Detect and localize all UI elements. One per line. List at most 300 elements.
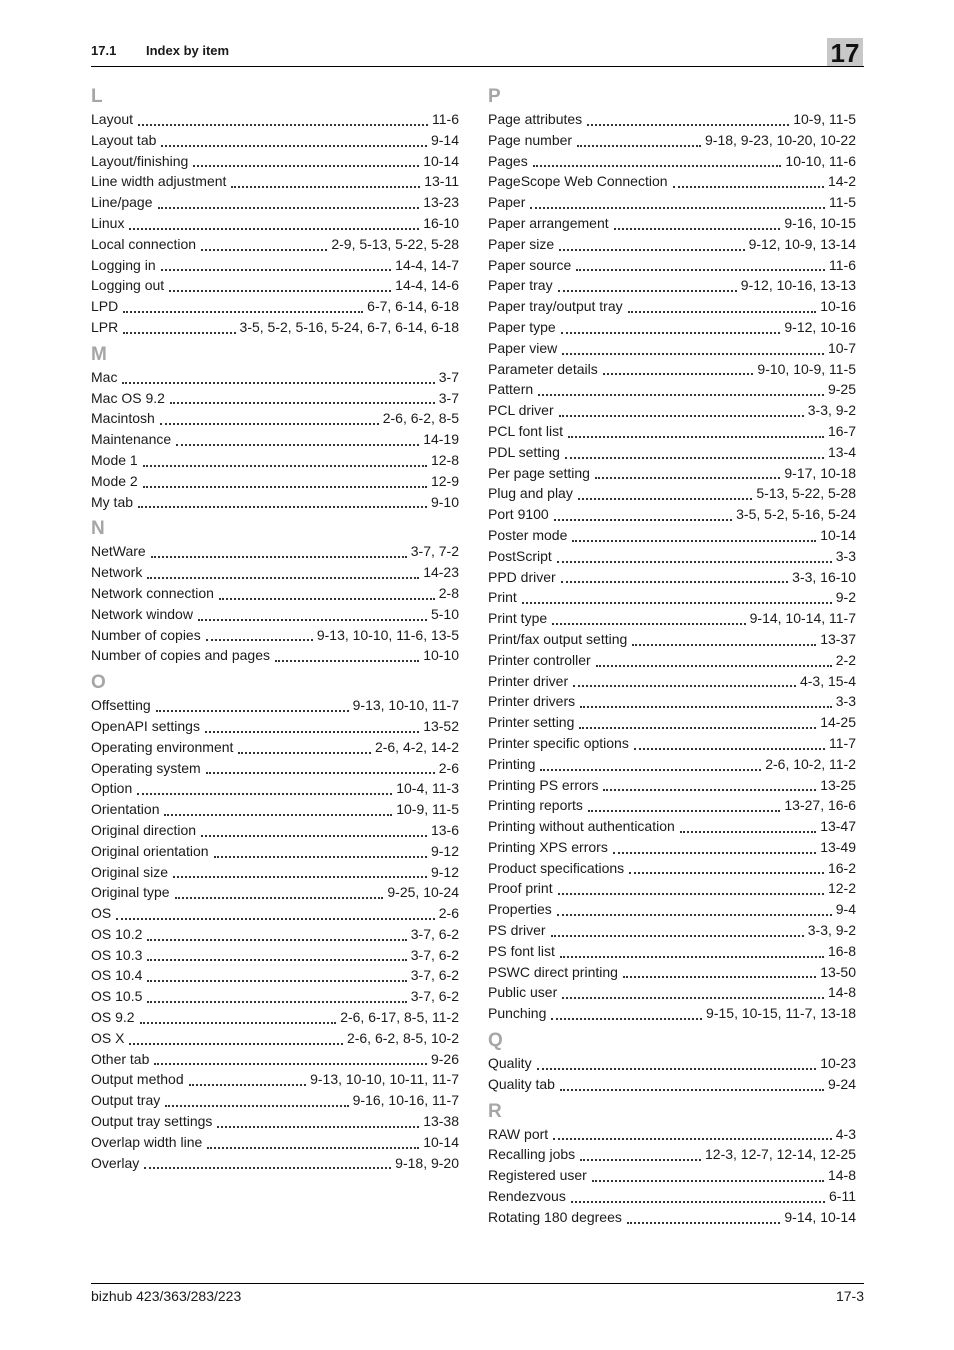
index-entry: [91, 1049, 459, 1070]
dot-leader: [561, 569, 788, 583]
index-page-refs: 9-24: [827, 1075, 856, 1092]
index-entry: [488, 338, 856, 359]
index-entry: [91, 541, 459, 562]
index-entry: [91, 1090, 459, 1111]
index-page-refs: 11-7: [829, 734, 856, 751]
index-page-refs: 2-6, 6-2, 8-5: [382, 410, 459, 427]
index-entry: [488, 733, 856, 754]
index-term: PS font list: [488, 942, 555, 959]
index-page-refs: 3-7, 6-2: [410, 925, 459, 942]
dot-leader: [559, 403, 804, 417]
product-model: bizhub 423/363/283/223: [91, 1288, 242, 1304]
index-term: Paper view: [488, 339, 558, 356]
index-page-refs: 12-8: [430, 451, 459, 468]
index-entry: [488, 837, 856, 858]
index-group: [91, 518, 459, 666]
index-entry: [91, 151, 459, 172]
index-entry: [91, 583, 459, 604]
index-group: [488, 1030, 856, 1095]
index-term: Maintenance: [91, 431, 172, 448]
index-term: Page number: [488, 131, 573, 148]
index-term: Output tray settings: [91, 1113, 213, 1130]
dot-leader: [217, 1114, 419, 1128]
index-page-refs: 3-7, 6-2: [410, 967, 459, 984]
dot-leader: [573, 673, 796, 687]
index-page-refs: 14-8: [827, 984, 856, 1001]
index-term: Mode 2: [91, 472, 138, 489]
chapter-badge: 17: [827, 38, 863, 66]
index-term: Mac OS 9.2: [91, 389, 165, 406]
index-entry: [488, 1144, 856, 1165]
index-term: Poster mode: [488, 526, 568, 543]
index-page-refs: 13-23: [423, 194, 459, 211]
dot-leader: [632, 632, 816, 646]
index-entry: [488, 213, 856, 234]
index-entry: [91, 471, 459, 492]
index-entry: [91, 903, 459, 924]
dot-leader: [530, 195, 825, 209]
index-term: Original type: [91, 884, 170, 901]
index-entry: [91, 296, 459, 317]
index-entry: [488, 109, 856, 130]
index-page-refs: 10-14: [423, 152, 459, 169]
index-page-refs: 9-10, 10-9, 11-5: [757, 360, 856, 377]
dot-leader: [123, 299, 363, 313]
page-footer: [91, 1283, 864, 1304]
index-term: Paper: [488, 194, 526, 211]
index-term: Network connection: [91, 584, 214, 601]
index-letter-heading: L: [91, 86, 103, 107]
index-page-refs: 9-25, 10-24: [387, 884, 459, 901]
index-term: OS X: [91, 1029, 125, 1046]
index-term: Original direction: [91, 821, 197, 838]
index-entry: [488, 359, 856, 380]
index-term: Per page setting: [488, 464, 590, 481]
index-term: Product specifications: [488, 859, 625, 876]
index-entry: [488, 234, 856, 255]
index-entry: [488, 775, 856, 796]
dot-leader: [558, 881, 824, 895]
index-term: Local connection: [91, 235, 197, 252]
dot-leader: [554, 507, 732, 521]
index-page-refs: 14-23: [423, 564, 459, 581]
index-term: Printing XPS errors: [488, 838, 608, 855]
index-page-refs: 3-3: [835, 693, 856, 710]
index-entry: [91, 408, 459, 429]
index-term: Paper tray: [488, 277, 553, 294]
index-page-refs: 6-7, 6-14, 6-18: [367, 298, 459, 315]
dot-leader: [560, 1077, 824, 1091]
index-term: Print: [488, 589, 517, 606]
dot-leader: [206, 627, 313, 641]
index-term: Offsetting: [91, 697, 151, 714]
index-entry: [488, 1074, 856, 1095]
index-page-refs: 13-49: [820, 838, 856, 855]
index-term: PageScope Web Connection: [488, 173, 668, 190]
index-entry: [91, 924, 459, 945]
index-entry: [488, 962, 856, 983]
index-page-refs: 9-25: [827, 381, 856, 398]
dot-leader: [123, 320, 235, 334]
index-term: Pattern: [488, 381, 534, 398]
index-term: LPR: [91, 318, 119, 335]
index-entry: [91, 882, 459, 903]
index-term: Mode 1: [91, 451, 138, 468]
index-entry: [91, 130, 459, 151]
dot-leader: [164, 802, 392, 816]
dot-leader: [533, 153, 782, 167]
dot-leader: [580, 1147, 701, 1161]
index-column-right: [488, 86, 856, 1228]
dot-leader: [147, 989, 406, 1003]
index-page-refs: 9-14: [430, 131, 459, 148]
index-term: Rendezvous: [488, 1188, 566, 1205]
index-term: Public user: [488, 984, 558, 1001]
index-page-refs: 2-6, 4-2, 14-2: [374, 738, 459, 755]
dot-leader: [603, 361, 754, 375]
dot-leader: [623, 964, 816, 978]
index-group: [91, 344, 459, 513]
dot-leader: [559, 237, 744, 251]
index-page-refs: 12-3, 12-7, 12-14, 12-25: [705, 1146, 856, 1163]
index-letter-heading: R: [488, 1100, 502, 1122]
dot-leader: [673, 174, 824, 188]
index-page-refs: 9-13, 10-10, 11-7: [352, 697, 459, 714]
index-term: Recalling jobs: [488, 1146, 576, 1163]
dot-leader: [169, 278, 391, 292]
index-term: Plug and play: [488, 485, 573, 502]
index-page-refs: 13-25: [820, 776, 856, 793]
index-page-refs: 9-12, 10-16: [784, 318, 856, 335]
index-page-refs: 3-3, 9-2: [807, 402, 856, 419]
index-entry: [91, 367, 459, 388]
dot-leader: [680, 819, 816, 833]
index-page-refs: 13-52: [423, 717, 459, 734]
index-entry: [488, 982, 856, 1003]
index-entry: [91, 1007, 459, 1028]
dot-leader: [231, 174, 420, 188]
index-page-refs: 13-38: [423, 1113, 459, 1130]
index-term: Parameter details: [488, 360, 598, 377]
dot-leader: [572, 528, 816, 542]
index-entry: [91, 1069, 459, 1090]
index-page-refs: 3-3, 16-10: [792, 568, 856, 585]
index-entry: [488, 816, 856, 837]
index-term: Operating system: [91, 759, 201, 776]
index-page-refs: 11-6: [432, 111, 459, 127]
index-page-refs: 2-6, 10-2, 11-2: [765, 755, 856, 772]
index-term: Layout: [91, 111, 134, 127]
index-term: Mac: [91, 368, 118, 385]
index-letter-heading: O: [91, 672, 106, 694]
index-page-refs: 9-12, 10-9, 13-14: [748, 235, 856, 252]
index-entry: [91, 109, 459, 130]
index-page-refs: 9-13, 10-10, 10-11, 11-7: [310, 1071, 459, 1088]
index-entry: [91, 716, 459, 737]
index-entry: [488, 442, 856, 463]
index-entry: [488, 795, 856, 816]
index-page-refs: 12-9: [430, 472, 459, 489]
index-term: OS 10.2: [91, 925, 143, 942]
index-page-refs: 5-10: [430, 605, 459, 622]
index-page-refs: 16-10: [423, 214, 459, 231]
index-term: Paper arrangement: [488, 214, 609, 231]
index-page-refs: 16-8: [827, 942, 856, 959]
index-page-refs: 3-5, 5-2, 5-16, 5-24, 6-7, 6-14, 6-18: [239, 318, 459, 335]
index-term: Printer setting: [488, 714, 575, 731]
index-entry: [91, 562, 459, 583]
dot-leader: [138, 112, 428, 126]
dot-leader: [161, 133, 427, 147]
index-page-refs: 9-15, 10-15, 11-7, 13-18: [706, 1005, 856, 1022]
dot-leader: [147, 968, 406, 982]
index-entry: [91, 275, 459, 296]
dot-leader: [568, 424, 824, 438]
dot-leader: [634, 736, 825, 750]
index-page-refs: 2-2: [835, 651, 856, 668]
index-page-refs: 9-4: [835, 901, 856, 918]
index-term: Printing: [488, 755, 536, 772]
index-entry: [488, 1186, 856, 1207]
dot-leader: [207, 1135, 419, 1149]
index-term: Original orientation: [91, 842, 209, 859]
index-entry: [91, 1028, 459, 1049]
index-page-refs: 9-17, 10-18: [784, 464, 856, 481]
dot-leader: [577, 133, 701, 147]
dot-leader: [522, 590, 832, 604]
index-entry: [91, 388, 459, 409]
dot-leader: [628, 299, 817, 313]
dot-leader: [154, 1051, 427, 1065]
index-entry: [488, 483, 856, 504]
dot-leader: [562, 341, 824, 355]
dot-leader: [613, 840, 816, 854]
index-page-refs: 14-4, 14-7: [395, 256, 459, 273]
index-entry: [91, 965, 459, 986]
index-entry: [91, 171, 459, 192]
index-page-refs: 13-11: [424, 173, 459, 190]
index-page-refs: 14-4, 14-6: [395, 277, 459, 294]
index-page-refs: 3-7, 6-2: [410, 988, 459, 1005]
index-entry: [488, 171, 856, 192]
index-term: Page attributes: [488, 111, 583, 127]
index-term: Paper source: [488, 256, 572, 273]
index-page-refs: 4-3: [835, 1125, 856, 1142]
dot-leader: [538, 382, 824, 396]
index-entry: [91, 625, 459, 646]
dot-leader: [552, 611, 745, 625]
page-header: [91, 40, 864, 67]
index-letter-heading: M: [91, 343, 107, 365]
index-term: Network: [91, 564, 143, 581]
index-group: [91, 672, 459, 1173]
index-page-refs: 10-10: [423, 647, 459, 664]
index-term: Layout tab: [91, 131, 157, 148]
index-entry: [91, 234, 459, 255]
index-term: Output method: [91, 1071, 184, 1088]
dot-leader: [161, 257, 392, 271]
dot-leader: [629, 860, 824, 874]
dot-leader: [576, 257, 825, 271]
index-entry: [91, 945, 459, 966]
index-entry: [488, 275, 856, 296]
dot-leader: [147, 565, 419, 579]
index-group: [488, 1101, 856, 1228]
index-term: LPD: [91, 298, 119, 315]
index-entry: [488, 608, 856, 629]
index-entry: [488, 504, 856, 525]
dot-leader: [596, 653, 832, 667]
dot-leader: [116, 906, 435, 920]
index-page-refs: 10-16: [820, 298, 856, 315]
dot-leader: [140, 1010, 337, 1024]
index-page-refs: 10-14: [423, 1133, 459, 1150]
dot-leader: [551, 923, 804, 937]
page-number: 17-3: [835, 1288, 864, 1304]
dot-leader: [151, 544, 407, 558]
index-entry: [488, 899, 856, 920]
index-page-refs: 3-7, 7-2: [410, 543, 459, 560]
index-entry: [488, 754, 856, 775]
index-entry: [488, 130, 856, 151]
index-term: Paper size: [488, 235, 555, 252]
index-page-refs: 14-8: [827, 1167, 856, 1184]
dot-leader: [201, 237, 327, 251]
dot-leader: [275, 648, 419, 662]
dot-leader: [540, 757, 761, 771]
index-page-refs: 13-4: [827, 443, 856, 460]
dot-leader: [537, 1056, 817, 1070]
index-term: Port 9100: [488, 506, 549, 523]
index-entry: [91, 450, 459, 471]
index-page-refs: 13-6: [430, 821, 459, 838]
index-page-refs: 9-14, 10-14: [784, 1208, 856, 1225]
index-term: OS 10.3: [91, 946, 143, 963]
index-term: Print type: [488, 610, 548, 627]
index-entry: [488, 1165, 856, 1186]
index-entry: [488, 379, 856, 400]
index-term: Line/page: [91, 194, 153, 211]
index-entry: [488, 400, 856, 421]
index-entry: [488, 463, 856, 484]
index-entry: [91, 695, 459, 716]
index-term: Printer specific options: [488, 734, 629, 751]
index-entry: [91, 1132, 459, 1153]
index-term: Line width adjustment: [91, 173, 227, 190]
index-page-refs: 9-2: [835, 589, 856, 606]
index-term: PCL font list: [488, 422, 563, 439]
index-entry: [488, 1207, 856, 1228]
dot-leader: [560, 944, 824, 958]
dot-leader: [557, 902, 832, 916]
index-entry: [488, 712, 856, 733]
dot-leader: [122, 370, 434, 384]
index-entry: [91, 820, 459, 841]
index-entry: [91, 986, 459, 1007]
index-page-refs: 11-5: [829, 194, 856, 211]
index-page-refs: 10-9, 11-5: [396, 801, 459, 818]
index-entry: [488, 691, 856, 712]
index-page-refs: 3-5, 5-2, 5-16, 5-24: [736, 506, 856, 523]
dot-leader: [170, 390, 435, 404]
index-entry: [488, 1003, 856, 1024]
dot-leader: [189, 1072, 306, 1086]
index-letter-heading: N: [91, 518, 105, 540]
dot-leader: [173, 864, 427, 878]
index-page-refs: 4-3, 15-4: [799, 672, 856, 689]
index-term: Registered user: [488, 1167, 587, 1184]
index-entry: [488, 525, 856, 546]
dot-leader: [206, 760, 435, 774]
index-page-refs: 9-16, 10-16, 11-7: [352, 1092, 459, 1109]
index-term: PSWC direct printing: [488, 963, 618, 980]
index-column-left: [91, 86, 459, 1173]
index-entry: [91, 841, 459, 862]
index-term: OS: [91, 905, 112, 922]
index-entry: [91, 1111, 459, 1132]
index-term: OS 10.5: [91, 988, 143, 1005]
index-page-refs: 3-7: [438, 368, 459, 385]
index-term: Printer drivers: [488, 693, 576, 710]
index-page-refs: 10-4, 11-3: [396, 780, 459, 797]
index-page-refs: 9-18, 9-23, 10-20, 10-22: [705, 131, 856, 148]
dot-leader: [143, 474, 427, 488]
dot-leader: [219, 586, 435, 600]
index-entry: [488, 255, 856, 276]
index-entry: [488, 671, 856, 692]
index-term: PCL driver: [488, 402, 554, 419]
index-entry: [91, 862, 459, 883]
index-term: OS 10.4: [91, 967, 143, 984]
index-term: Number of copies and pages: [91, 647, 270, 664]
index-page-refs: 10-7: [827, 339, 856, 356]
index-term: Orientation: [91, 801, 160, 818]
index-entry: [488, 192, 856, 213]
index-page-refs: 2-6, 6-2, 8-5, 10-2: [346, 1029, 459, 1046]
index-term: Operating environment: [91, 738, 234, 755]
dot-leader: [144, 1155, 391, 1169]
index-page-refs: 10-23: [820, 1055, 856, 1072]
index-page-refs: 9-10: [430, 493, 459, 510]
dot-leader: [129, 216, 419, 230]
index-term: Logging in: [91, 256, 156, 273]
index-term: OpenAPI settings: [91, 717, 200, 734]
index-term: Rotating 180 degrees: [488, 1208, 622, 1225]
index-page-refs: 14-2: [827, 173, 856, 190]
dot-leader: [198, 607, 427, 621]
dot-leader: [138, 494, 427, 508]
index-entry: [488, 296, 856, 317]
dot-leader: [580, 694, 832, 708]
index-page-refs: 9-12: [430, 863, 459, 880]
dot-leader: [578, 486, 753, 500]
index-page-refs: 3-3: [835, 547, 856, 564]
index-term: Layout/finishing: [91, 152, 189, 169]
dot-leader: [571, 1189, 825, 1203]
index-page-refs: 9-12, 10-16, 13-13: [740, 277, 856, 294]
index-term: Paper type: [488, 318, 556, 335]
index-entry: [91, 737, 459, 758]
index-entry: [91, 604, 459, 625]
index-entry: [488, 546, 856, 567]
dot-leader: [160, 411, 379, 425]
index-entry: [91, 1153, 459, 1174]
index-page-refs: 9-12: [430, 842, 459, 859]
index-page-refs: 14-25: [820, 714, 856, 731]
index-term: PDL setting: [488, 443, 560, 460]
index-term: PostScript: [488, 547, 552, 564]
index-term: Overlay: [91, 1154, 140, 1171]
